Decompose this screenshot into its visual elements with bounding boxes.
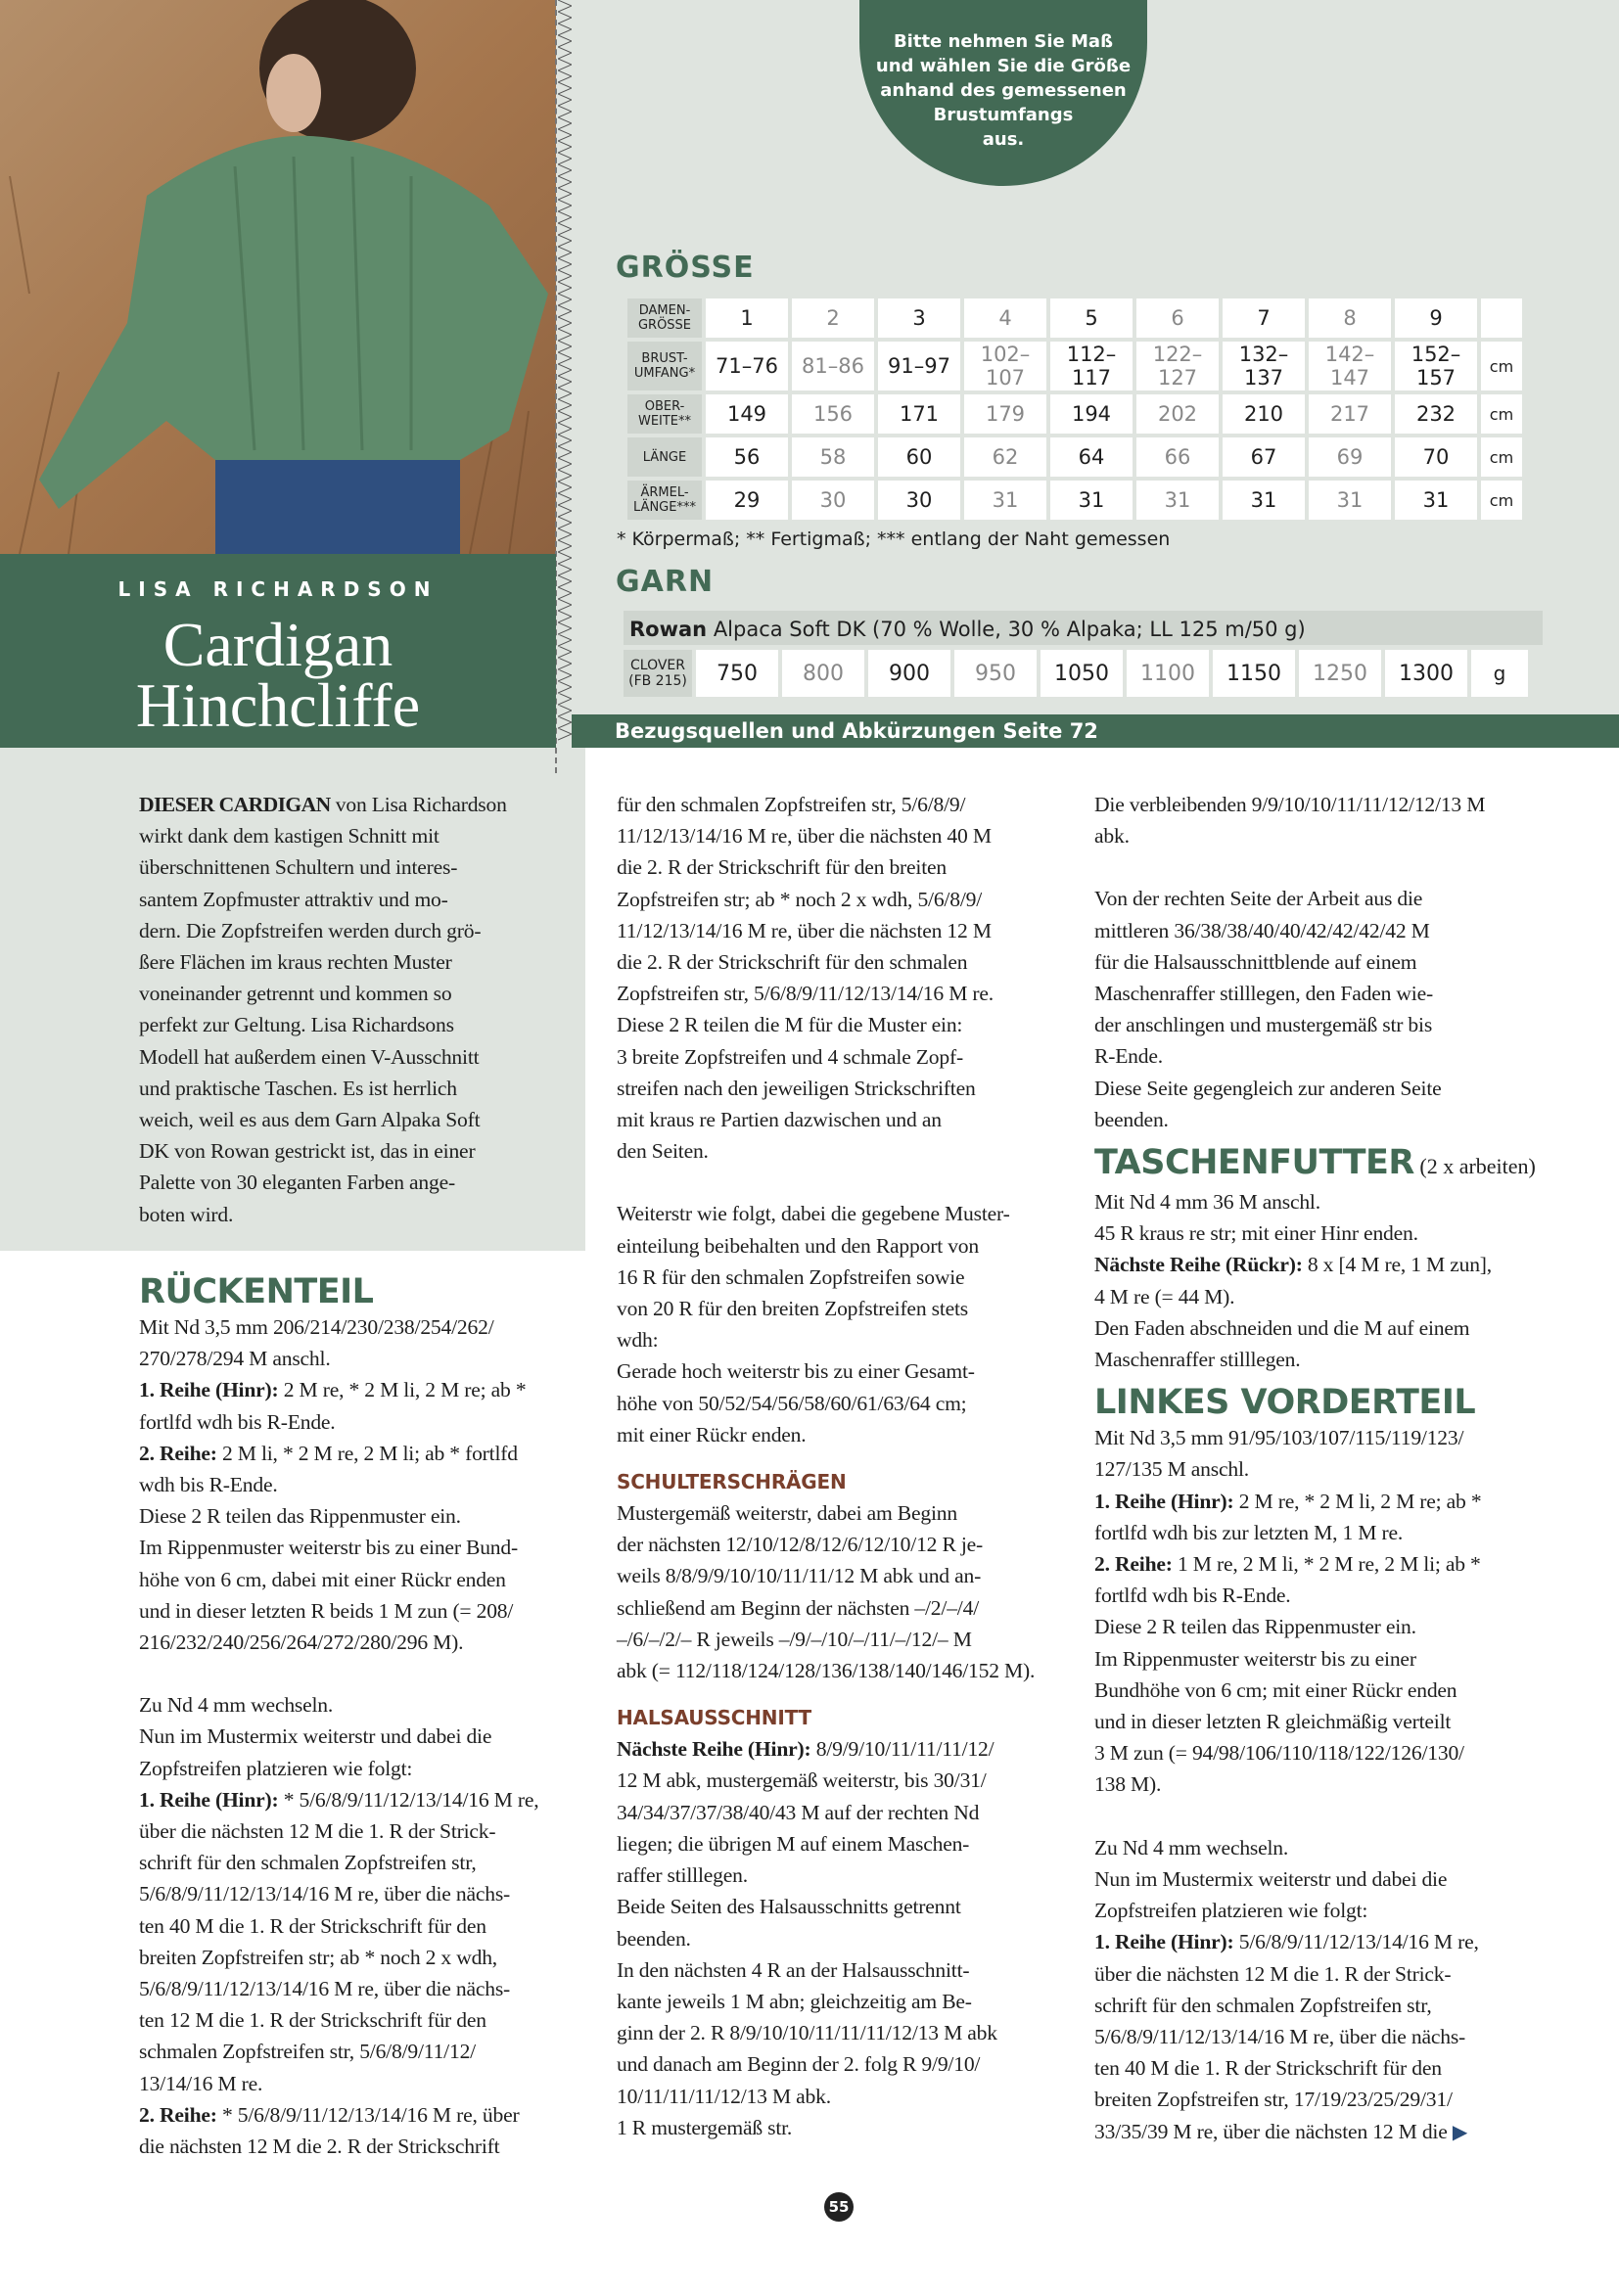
badge-line: und wählen Sie die Größe <box>875 56 1132 76</box>
size-cell: 31 <box>964 481 1046 520</box>
size-cell: 70 <box>1395 437 1477 477</box>
unit-cell <box>1481 298 1522 338</box>
size-cell: 66 <box>1136 437 1219 477</box>
size-cell: 62 <box>964 437 1046 477</box>
size-cell: 122–127 <box>1136 342 1219 390</box>
size-row <box>627 298 1522 338</box>
size-cell: 29 <box>706 481 788 520</box>
size-cell: 156 <box>792 394 874 434</box>
row-label: ÄRMEL- LÄNGE*** <box>627 481 702 520</box>
yarn-cell: 1250 <box>1299 650 1381 697</box>
badge-line: Bitte nehmen Sie Maß <box>893 31 1114 52</box>
size-cell: 102–107 <box>964 342 1046 390</box>
size-cell: 6 <box>1136 298 1219 338</box>
intro-lead: DIESER CARDIGAN <box>139 793 331 816</box>
yarn-cell: 900 <box>868 650 950 697</box>
yarn-row <box>624 650 1528 697</box>
size-cell: 9 <box>1395 298 1477 338</box>
yarn-cell: 950 <box>954 650 1037 697</box>
title-line-1: Cardigan <box>162 610 393 679</box>
section-heading: TASCHENFUTTER (2 x arbeiten) <box>1094 1143 1536 1183</box>
size-heading: GRÖSSE <box>616 251 755 285</box>
size-cell: 194 <box>1050 394 1133 434</box>
row-label: BRUST- UMFANG* <box>627 342 702 390</box>
row-label: CLOVER (FB 215) <box>624 650 692 697</box>
size-cell: 149 <box>706 394 788 434</box>
size-cell: 179 <box>964 394 1046 434</box>
size-cell: 81–86 <box>792 342 874 390</box>
size-cell: 202 <box>1136 394 1219 434</box>
row-label: DAMEN- GRÖSSE <box>627 298 702 338</box>
size-cell: 210 <box>1223 394 1305 434</box>
size-cell: 217 <box>1309 394 1391 434</box>
title-banner <box>0 554 556 748</box>
yarn-cell: 1150 <box>1213 650 1295 697</box>
size-cell: 8 <box>1309 298 1391 338</box>
author-name: LISA RICHARDSON <box>117 577 439 601</box>
size-cell: 5 <box>1050 298 1133 338</box>
row-label: OBER- WEITE** <box>627 394 702 434</box>
size-cell: 30 <box>792 481 874 520</box>
badge-line: anhand des gemessenen <box>880 80 1127 101</box>
yarn-cell: 1300 <box>1385 650 1467 697</box>
size-cell: 31 <box>1136 481 1219 520</box>
size-cell: 31 <box>1223 481 1305 520</box>
badge-line: aus. <box>982 129 1025 150</box>
unit-cell: cm <box>1481 481 1522 520</box>
size-cell: 171 <box>878 394 960 434</box>
size-table <box>624 295 1526 524</box>
unit-cell: cm <box>1481 437 1522 477</box>
yarn-description <box>624 611 1543 645</box>
size-cell: 132–137 <box>1223 342 1305 390</box>
size-cell: 31 <box>1050 481 1133 520</box>
size-cell: 112–117 <box>1050 342 1133 390</box>
badge-line: Brustumfangs <box>933 105 1074 125</box>
subsection-heading: HALSAUSSCHNITT <box>617 1706 811 1730</box>
column-2: für den schmalen Zopfstreifen str, 5/6/8/9/ 11/12/13/14/16 M re, über die nächsten 40 M die 2. R der Strickschrift für den breiten Zopfstreifen str; ab * noch 2 x wdh, 5/6/8/9/ 11/12/13/14/16 M re, über die nächsten 12 M die 2. R der Strickschrift für den schmalen Zopfstreifen str, 5/6/8/9/11/12/13/14/16 M re. Diese 2 R teilen die M für die Muster ein: 3 breite Zopfstreifen und 4 schmale Zopf- streifen nach den jeweiligen Strickschriften mit kraus re Partien dazwischen und an den Seiten. Weiterstr wie folgt, dabei die gegebene Muster- einteilung beibehalten und den Rapport von 16 R für den schmalen Zopfstreifen sowie von 20 R für den breiten Zopfstreifen stets wdh: Gerade hoch weiterstr bis zu einer Gesamt- höhe von 50/52/54/56/58/60/61/63/64 cm; mit einer Rückr enden. SCHULTERSCHRÄGEN Mustergemäß weiterstr, dabei am Beginn der nächsten 12/10/12/8/12/6/12/10/12 R je- weils 8/8/9/9/10/10/11/11/12 M abk und an- schließend am Beginn der nächsten –/2/–/4/ –/6/–/2/– R jeweils –/9/–/10/–/11/–/12/– M abk (= 112/118/124/128/136/138/140/146/152 M). HALSAUSSCHNITT Nächste Reihe (Hinr): 8/9/9/10/11/11/11/12/ 12 M abk, mustergemäß weiterstr, bis 30/31/ 34/34/37/37/38/40/43 M auf der rechten Nd liegen; die übrigen M auf einem Maschen- raffer stilllegen. Beide Seiten des Halsausschnitts getrennt beenden. In den nächsten 4 R an der Halsausschnitt- kante jeweils 1 M abn; gleichzeitig am Be- ginn der 2. R 8/9/10/10/11/11/11/12/13 M abk und danach am Beginn der 2. folg R 9/9/10/ 10/11/11/11/12/13 M abk. 1 R mustergemäß str. <box>617 789 1069 2143</box>
title-line-2: Hinchcliffe <box>135 670 421 740</box>
column-1: RÜCKENTEIL Mit Nd 3,5 mm 206/214/230/238/254/262/ 270/278/294 M anschl. 1. Reihe (Hinr): 2 M re, * 2 M li, 2 M re; ab * fortlfd wdh bis R-Ende. 2. Reihe: 2 M li, * 2 M re, 2 M li; ab * fortlfd wdh bis R-Ende. Diese 2 R teilen das Rippenmuster ein. Im Rippenmuster weiterstr bis zu einer Bund- höhe von 6 cm, dabei mit einer Rückr enden und in dieser letzten R beids 1 M zun (= 208/ 216/232/240/256/264/272/280/296 M). Zu Nd 4 mm wechseln. Nun im Mustermix weiterstr und dabei die Zopfstreifen platzieren wie folgt: 1. Reihe (Hinr): * 5/6/8/9/11/12/13/14/16 M re, über die nächsten 12 M die 1. R der Strick- schrift für den schmalen Zopfstreifen str, 5/6/8/9/11/12/13/14/16 M re, über die nächs- ten 40 M die 1. R der Strickschrift für den breiten Zopfstreifen str; ab * noch 2 x wdh, 5/6/8/9/11/12/13/14/16 M re, über die nächs- ten 12 M die 1. R der Strickschrift für den schmalen Zopfstreifen str, 5/6/8/9/11/12/ 13/14/16 M re. 2. Reihe: * 5/6/8/9/11/12/13/14/16 M re, über die nächsten 12 M die 2. R der Strickschrift <box>139 1272 587 2162</box>
size-cell: 142–147 <box>1309 342 1391 390</box>
size-cell: 232 <box>1395 394 1477 434</box>
size-cell: 91–97 <box>878 342 960 390</box>
section-heading: LINKES VORDERTEIL <box>1094 1383 1476 1423</box>
row-label: LÄNGE <box>627 437 702 477</box>
width-row <box>627 394 1522 434</box>
unit-cell: g <box>1471 650 1528 697</box>
yarn-cell: 1100 <box>1127 650 1209 697</box>
size-cell: 7 <box>1223 298 1305 338</box>
sources-bar: Bezugsquellen und Abkürzungen Seite 72 <box>572 714 1619 748</box>
bust-row <box>627 342 1522 390</box>
unit-cell: cm <box>1481 342 1522 390</box>
continue-arrow-icon: ▶ <box>1452 2119 1468 2143</box>
length-row <box>627 437 1522 477</box>
zigzag-divider <box>558 0 572 744</box>
size-cell: 30 <box>878 481 960 520</box>
section-heading: RÜCKENTEIL <box>139 1272 374 1311</box>
size-cell: 71–76 <box>706 342 788 390</box>
yarn-cell: 1050 <box>1041 650 1123 697</box>
size-cell: 2 <box>792 298 874 338</box>
size-footnote: * Körpermaß; ** Fertigmaß; *** entlang der Naht gemessen <box>617 528 1171 550</box>
size-cell: 60 <box>878 437 960 477</box>
size-cell: 67 <box>1223 437 1305 477</box>
cover-photo <box>0 0 556 554</box>
size-cell: 56 <box>706 437 788 477</box>
page-number: 55 <box>824 2192 854 2222</box>
unit-cell: cm <box>1481 394 1522 434</box>
size-cell: 1 <box>706 298 788 338</box>
size-cell: 3 <box>878 298 960 338</box>
size-cell: 31 <box>1395 481 1477 520</box>
yarn-brand: Rowan <box>629 618 708 641</box>
size-cell: 31 <box>1309 481 1391 520</box>
sleeve-row <box>627 481 1522 520</box>
yarn-text: Alpaca Soft DK (70 % Wolle, 30 % Alpaka; LL 125 m/50 g) <box>713 618 1306 641</box>
yarn-cell: 800 <box>782 650 864 697</box>
size-cell: 69 <box>1309 437 1391 477</box>
subsection-heading: SCHULTERSCHRÄGEN <box>617 1470 847 1494</box>
column-3: Die verbleibenden 9/9/10/10/11/11/12/12/13 M abk. Von der rechten Seite der Arbeit aus die mittleren 36/38/38/40/40/42/42/42/42 M für die Halsausschnittblende auf einem Maschenraffer stilllegen, den Faden wie- der anschlingen und mustergemäß str bis R-Ende. Diese Seite gegengleich zur anderen Seite beenden. TASCHENFUTTER (2 x arbeiten) Mit Nd 4 mm 36 M anschl. 45 R kraus re str; mit einer Hinr enden. Nächste Reihe (Rückr): 8 x [4 M re, 1 M zun], 4 M re (= 44 M). Den Faden abschneiden und die M auf einem Maschenraffer stilllegen. LINKES VORDERTEIL Mit Nd 3,5 mm 91/95/103/107/115/119/123/ 127/135 M anschl. 1. Reihe (Hinr): 2 M re, * 2 M li, 2 M re; ab * fortlfd wdh bis zur letzten M, 1 M re. 2. Reihe: 1 M re, 2 M li, * 2 M re, 2 M li; ab * fortlfd wdh bis R-Ende. Diese 2 R teilen das Rippenmuster ein. Im Rippenmuster weiterstr bis zu einer Bundhöhe von 6 cm; mit einer Rückr enden und in dieser letzten R gleichmäßig verteilt 3 M zun (= 94/98/106/110/118/122/126/130/ 138 M). Zu Nd 4 mm wechseln. Nun im Mustermix weiterstr und dabei die Zopfstreifen platzieren wie folgt: 1. Reihe (Hinr): 5/6/8/9/11/12/13/14/16 M re, über die nächsten 12 M die 1. R der Strick- schrift für den schmalen Zopfstreifen str, 5/6/8/9/11/12/13/14/16 M re, über die nächs- ten 40 M die 1. R der Strickschrift für den breiten Zopfstreifen str, 17/19/23/25/29/31/ 33/35/39 M re, über die nächsten 12 M die ▶ <box>1094 789 1566 2147</box>
size-cell: 58 <box>792 437 874 477</box>
size-cell: 152–157 <box>1395 342 1477 390</box>
yarn-heading: GARN <box>616 565 715 599</box>
yarn-cell: 750 <box>696 650 778 697</box>
intro-text: DIESER CARDIGAN von Lisa Richardson wirkt dank dem kastigen Schnitt mit überschnittenen Schultern und interes- santem Zopfmuster attraktiv und mo- dern. Die Zopfstreifen werden durch grö- ßere Flächen im kraus rechten Muster voneinander getrennt und kommen so perfekt zur Geltung. Lisa Richardsons Modell hat außerdem einen V-Ausschnitt und praktische Taschen. Es ist herrlich weich, weil es aus dem Garn Alpaka Soft DK von Rowan gestrickt ist, das in einer Palette von 30 eleganten Farben ange- boten wird. <box>139 793 507 1226</box>
size-cell: 4 <box>964 298 1046 338</box>
size-cell: 64 <box>1050 437 1133 477</box>
yarn-table <box>620 646 1532 701</box>
